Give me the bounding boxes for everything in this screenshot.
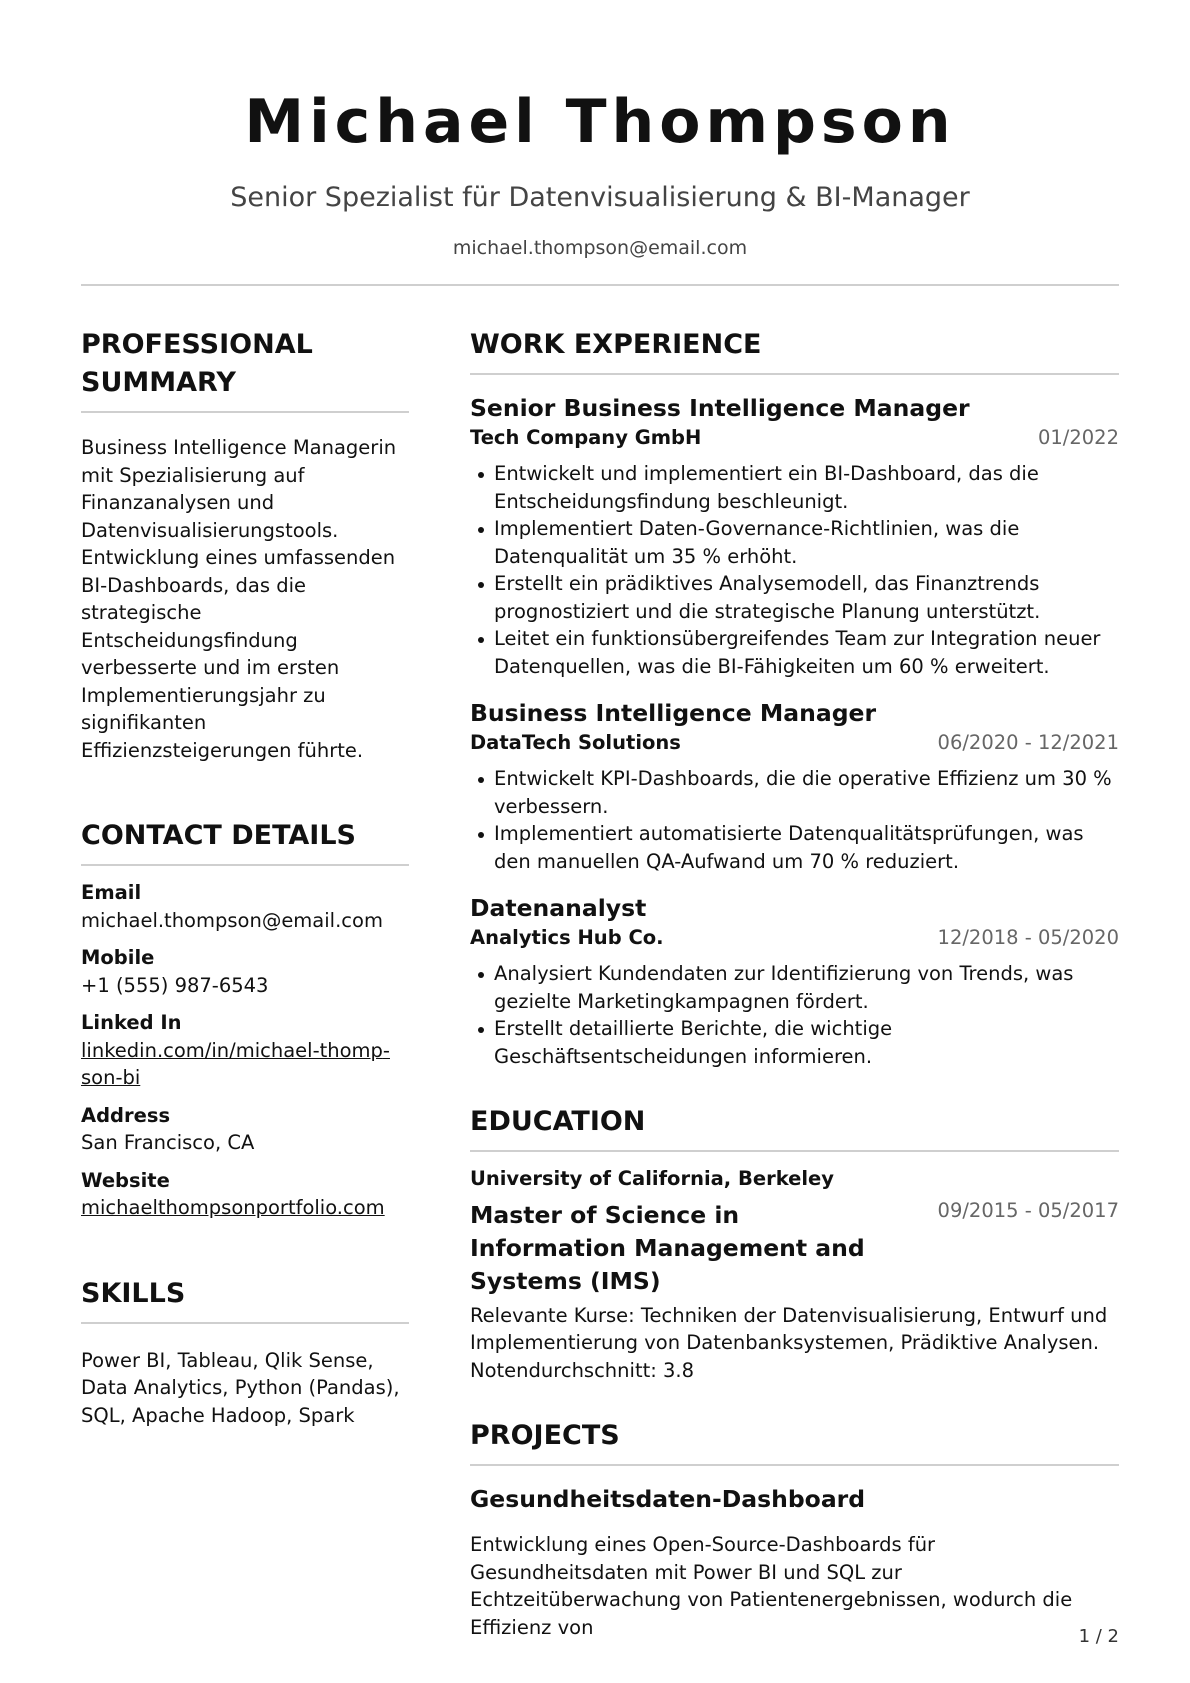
bullet-icon [478,777,484,783]
bullet-icon [478,972,484,978]
section-divider [470,1150,1119,1152]
projects-section [470,1417,1119,1641]
job-bullets [470,960,1119,1070]
left-column [81,326,409,1429]
bullet-icon [478,582,484,588]
job-company: Tech Company GmbH [470,426,702,449]
section-divider [470,373,1119,375]
experience-heading: WORK EXPERIENCE [470,329,762,360]
summary-text: Business Intelligence Managerin mit Spezialisierung auf Finanzanalysen und Datenvisualisierungstools. Entwicklung eines umfassenden BI-Dashboards, das die strategische Entscheidungsfindung verbesserte und im ersten Implementierungsjahr zu signifikanten Effizienzsteigerungen führte. [81,436,397,762]
job-date: 12/2018 - 05/2020 [937,926,1119,949]
list-item: Implementiert Daten-Governance-Richtlinien, was die Datenqualität um 35 % erhöht. [470,515,1119,570]
job-bullets [470,460,1119,680]
bullet-icon [478,637,484,643]
skills-heading: SKILLS [81,1277,186,1309]
section-divider [81,411,409,413]
summary-section [81,326,409,764]
section-divider [470,1464,1119,1466]
summary-heading: PROFESSIONAL SUMMARY [81,329,313,398]
skills-section [81,1275,409,1430]
contact-label-website: Website [81,1168,170,1192]
contact-linkedin-link[interactable]: linkedin.com/in/michael-thompson-bi [81,1038,390,1089]
job-bullets [470,765,1119,875]
contact-section [81,817,409,1222]
job-entry [470,893,1119,1070]
job-company: Analytics Hub Co. [470,926,664,949]
contact-label-mobile: Mobile [81,946,155,969]
job-company: DataTech Solutions [470,731,681,754]
right-column [470,326,1119,1641]
bullet-icon [478,527,484,533]
section-divider [81,864,409,866]
list-item: Implementiert automatisierte Datenqualitätsprüfungen, was den manuellen QA-Aufwand um 70 % reduziert. [470,820,1119,875]
contact-mobile: +1 (555) 987-6543 [81,973,269,997]
list-item: Leitet ein funktionsübergreifendes Team zur Integration neuer Datenquellen, was die BI-Fähigkeiten um 60 % erweitert. [470,625,1119,680]
job-date: 01/2022 [1037,426,1119,449]
project-description: Entwicklung eines Open-Source-Dashboards für Gesundheitsdaten mit Power BI und SQL zur Echtzeitüberwachung von Patientenergebnissen, wodurch die Effizienz von [470,1533,1073,1639]
job-entry [470,393,1119,680]
bullet-icon [478,1027,484,1033]
contact-label-address: Address [81,1103,171,1127]
job-title: Senior Business Intelligence Manager [470,394,970,422]
bullet-icon [478,832,484,838]
resume-header [81,78,1119,262]
project-title: Gesundheitsdaten-Dashboard [470,1485,866,1513]
candidate-title: Senior Spezialist für Datenvisualisierung & BI-Manager [230,182,970,213]
list-item: Entwickelt KPI-Dashboards, die die operative Effizienz um 30 % verbessern. [470,765,1119,820]
contact-list [81,879,409,1222]
experience-section [470,326,1119,1070]
page-number: 1 / 2 [1078,1626,1119,1647]
list-item: Erstellt detaillierte Berichte, die wichtige Geschäftsentscheidungen informieren. [470,1015,1119,1070]
education-heading: EDUCATION [470,1106,646,1137]
job-title: Business Intelligence Manager [470,699,877,727]
contact-email: michael.thompson@email.com [81,908,383,932]
contact-label-email: Email [81,881,142,904]
list-item: Entwickelt und implementiert ein BI-Dashboard, das die Entscheidungsfindung beschleunigt. [470,460,1119,515]
contact-heading: CONTACT DETAILS [81,820,356,851]
education-date: 09/2015 - 05/2017 [937,1198,1119,1222]
job-entry [470,698,1119,875]
job-date: 06/2020 - 12/2021 [937,731,1119,754]
education-description: Relevante Kurse: Techniken der Datenvisualisierung, Entwurf und Implementierung von Datenbanksystemen, Prädiktive Analysen. Notendurchschnitt: 3.8 [470,1303,1108,1382]
header-divider [81,284,1119,286]
skills-text: Power BI, Tableau, Qlik Sense, Data Analytics, Python (Pandas), SQL, Apache Hadoop, Spark [81,1348,400,1427]
list-item: Analysiert Kundendaten zur Identifizierung von Trends, was gezielte Marketingkampagnen fördert. [470,960,1119,1015]
section-divider [81,1322,409,1324]
education-degree: Master of Science in Information Management and Systems (IMS) [470,1200,865,1295]
contact-address: San Francisco, CA [81,1131,255,1154]
contact-website-link[interactable]: michaelthompsonportfolio.com [81,1196,385,1219]
contact-label-linkedin: Linked In [81,1011,182,1034]
projects-heading: PROJECTS [470,1420,620,1451]
job-title: Datenanalyst [470,894,647,922]
header-email: michael.thompson@email.com [452,237,748,259]
education-school: University of California, Berkeley [470,1167,834,1190]
bullet-icon [478,472,484,478]
education-section [470,1103,1119,1384]
candidate-name: Michael Thompson [244,87,956,157]
list-item: Erstellt ein prädiktives Analysemodell, das Finanztrends prognostiziert und die strategische Planung unterstützt. [470,570,1119,625]
